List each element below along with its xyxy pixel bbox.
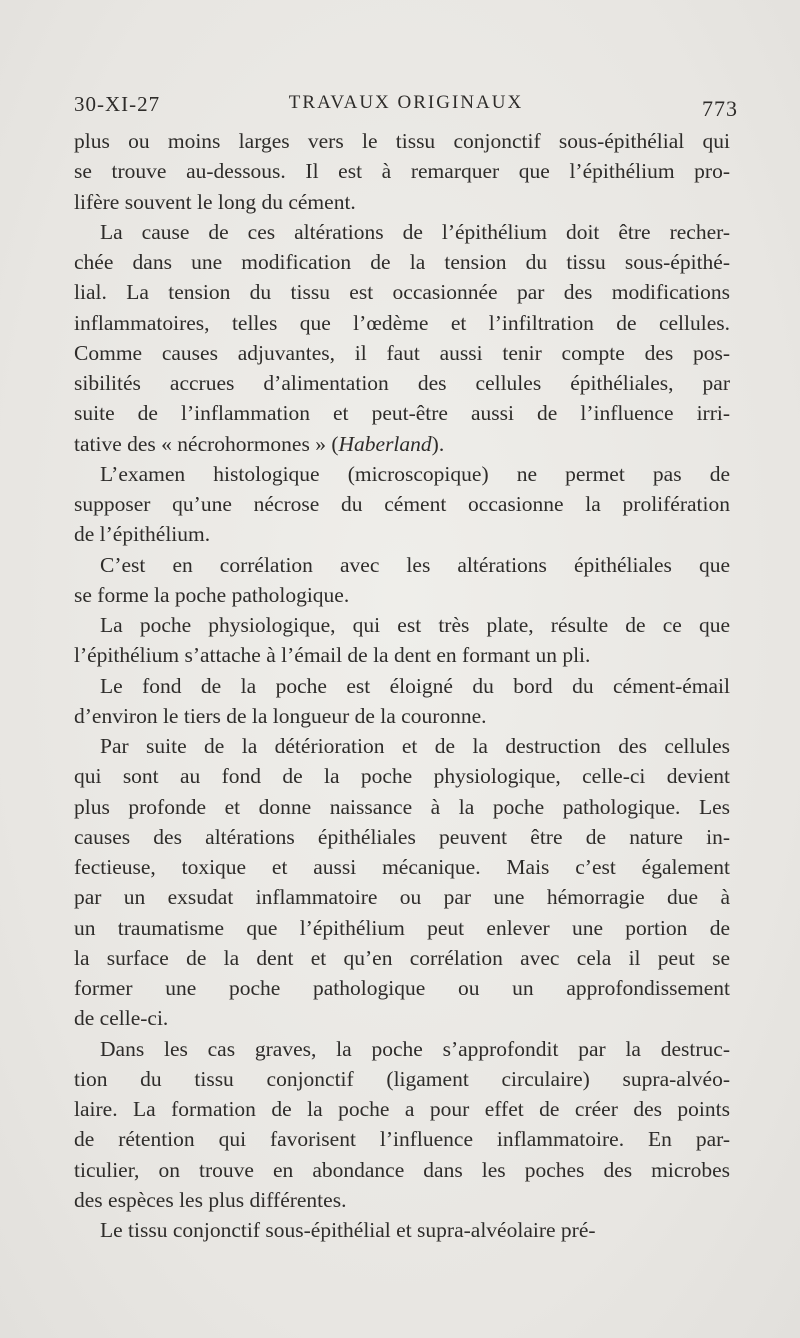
text-line: chée dans une modification de la tension du tissu sous-épithé- bbox=[74, 250, 730, 274]
text-line: par un exsudat inflammatoire ou par une hémorragie due à bbox=[74, 885, 730, 910]
text-line: l’épithélium s’attache à l’émail de la dent en formant un pli. bbox=[74, 643, 591, 668]
text-line: causes des altérations épithéliales peuvent être de nature in- bbox=[74, 824, 730, 849]
text-line: C’est en corrélation avec les altérations épithéliales que bbox=[100, 552, 730, 577]
text-line: de rétention qui favorisent l’influence inflammatoire. En par- bbox=[74, 1127, 730, 1152]
text-line: fectieuse, toxique et aussi mécanique. Mais c’est également bbox=[74, 855, 730, 879]
text-line: qui sont au fond de la poche physiologique, celle-ci devient bbox=[74, 764, 730, 789]
text-line: Dans les cas graves, la poche s’approfondit par la destruc- bbox=[100, 1036, 730, 1061]
paragraph-9 bbox=[74, 1215, 730, 1245]
running-title: TRAVAUX ORIGINAUX bbox=[288, 92, 524, 113]
text-line: La cause de ces altérations de l’épithélium doit être recher- bbox=[100, 219, 730, 244]
text-line bbox=[74, 429, 730, 459]
text-line: la surface de la dent et qu’en corrélation avec cela il peut se bbox=[74, 945, 730, 970]
text-line: supposer qu’une nécrose du cément occasionne la prolifération bbox=[74, 492, 730, 516]
paragraph-6 bbox=[74, 671, 730, 732]
page-number: 773 bbox=[702, 96, 738, 121]
text-line: sibilités accrues d’alimentation des cellules épithéliales, par bbox=[74, 371, 730, 395]
text-line: des espèces les plus différentes. bbox=[74, 1187, 347, 1212]
paragraph-3 bbox=[74, 459, 730, 550]
text-segment: tative des « nécrohormones » ( bbox=[74, 431, 339, 456]
text-line: suite de l’inflammation et peut-être aussi de l’influence irri- bbox=[74, 401, 730, 426]
paragraph-4 bbox=[74, 550, 730, 611]
paragraph-1 bbox=[74, 126, 730, 217]
text-line: Par suite de la détérioration et de la destruction des cellules bbox=[100, 734, 730, 758]
text-line: d’environ le tiers de la longueur de la couronne. bbox=[74, 703, 487, 728]
body-text bbox=[74, 126, 730, 1245]
page-header bbox=[74, 92, 738, 122]
text-line: lial. La tension du tissu est occasionnée par des modifications bbox=[74, 280, 730, 305]
paragraph-5 bbox=[74, 610, 730, 671]
text-line: se forme la poche pathologique. bbox=[74, 582, 350, 607]
text-line: de l’épithélium. bbox=[74, 522, 211, 547]
text-line: tion du tissu conjonctif (ligament circulaire) supra-alvéo- bbox=[74, 1066, 730, 1091]
text-line: inflammatoires, telles que l’œdème et l’infiltration de cellules. bbox=[74, 310, 730, 335]
text-line: former une poche pathologique ou un approfondissement bbox=[74, 976, 730, 1000]
text-line: de celle-ci. bbox=[74, 1006, 169, 1031]
text-line: lifère souvent le long du cément. bbox=[74, 189, 356, 214]
text-line: Le tissu conjonctif sous-épithélial et supra-alvéolaire pré- bbox=[100, 1218, 596, 1242]
text-line: laire. La formation de la poche a pour effet de créer des points bbox=[74, 1097, 730, 1121]
text-line: La poche physiologique, qui est très plate, résulte de ce que bbox=[100, 613, 730, 637]
paragraph-8 bbox=[74, 1034, 730, 1216]
text-line: un traumatisme que l’épithélium peut enlever une portion de bbox=[74, 915, 730, 940]
text-line: ticulier, on trouve en abondance dans les poches des microbes bbox=[74, 1157, 730, 1182]
text-segment: ). bbox=[431, 431, 445, 456]
text-line: L’examen histologique (microscopique) ne permet pas de bbox=[100, 461, 730, 486]
text-line: Comme causes adjuvantes, il faut aussi tenir compte des pos- bbox=[74, 340, 730, 365]
text-line: plus ou moins larges vers le tissu conjonctif sous-épithélial qui bbox=[74, 129, 730, 153]
text-line: se trouve au-dessous. Il est à remarquer que l’épithélium pro- bbox=[74, 159, 730, 184]
text-line: Le fond de la poche est éloigné du bord du cément-émail bbox=[100, 673, 730, 698]
cited-author: Haberland bbox=[338, 431, 432, 456]
issue-date: 30-XI-27 bbox=[74, 92, 161, 116]
text-line: plus profonde et donne naissance à la poche pathologique. Les bbox=[74, 794, 730, 819]
paragraph-7 bbox=[74, 731, 730, 1034]
paragraph-2 bbox=[74, 217, 730, 459]
